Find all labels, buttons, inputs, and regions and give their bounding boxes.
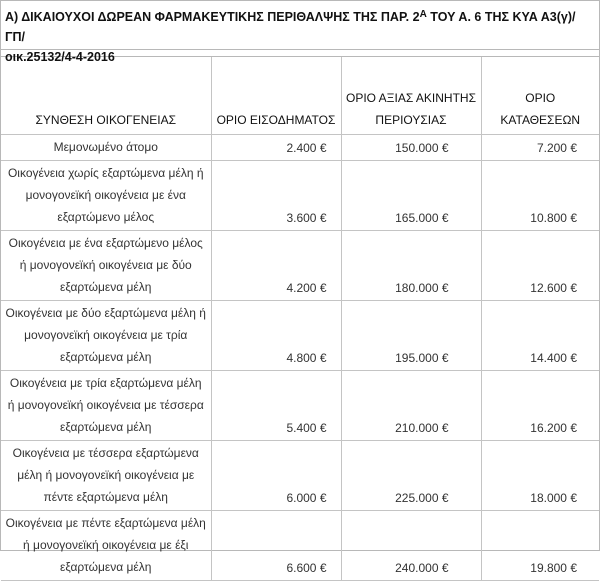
income-limit-cell: 4.800 € [211, 300, 341, 370]
header-income-limit: ΟΡΙΟ ΕΙΣΟΔΗΜΑΤΟΣ [211, 57, 341, 134]
property-limit-cell: 225.000 € [341, 440, 481, 510]
property-limit-cell: 240.000 € [341, 510, 481, 580]
family-composition-cell: Οικογένεια με τρία εξαρτώμενα μέλη ή μονογονεϊκή οικογένεια με τέσσερα εξαρτώμενα μέλη [1, 370, 211, 440]
property-limit-cell: 195.000 € [341, 300, 481, 370]
header-property-limit: ΟΡΙΟ ΑΞΙΑΣ ΑΚΙΝΗΤΗΣ ΠΕΡΙΟΥΣΙΑΣ [341, 57, 481, 134]
table-row [1, 160, 599, 230]
table-row [1, 370, 599, 440]
title-reference: οικ.25132/4-4-2016 [5, 50, 115, 64]
table-row [1, 230, 599, 300]
income-limit-cell: 4.200 € [211, 230, 341, 300]
deposits-limit-cell: 18.000 € [481, 440, 599, 510]
family-composition-cell: Οικογένεια με πέντε εξαρτώμενα μέλη ή μονογονεϊκή οικογένεια με έξι εξαρτώμενα μέλη [1, 510, 211, 580]
income-limit-cell: 2.400 € [211, 134, 341, 160]
eligibility-table [1, 57, 599, 581]
income-limit-cell: 5.400 € [211, 370, 341, 440]
table-row [1, 300, 599, 370]
table-row [1, 510, 599, 580]
deposits-limit-cell: 16.200 € [481, 370, 599, 440]
title-superscript: Α [419, 9, 427, 20]
deposits-limit-cell: 14.400 € [481, 300, 599, 370]
family-composition-cell: Οικογένεια χωρίς εξαρτώμενα μέλη ή μονογονεϊκή οικογένεια με ένα εξαρτώμενο μέλος [1, 160, 211, 230]
family-composition-cell: Μεμονωμένο άτομο [1, 134, 211, 160]
document-title [1, 1, 599, 64]
title-text-continued: ΤΟΥ Α. 6 ΤΗΣ ΚΥΑ Α3(γ)/ΓΠ/ [5, 10, 576, 44]
deposits-limit-cell: 12.600 € [481, 230, 599, 300]
property-limit-cell: 150.000 € [341, 134, 481, 160]
family-composition-cell: Οικογένεια με τέσσερα εξαρτώμενα μέλη ή μονογονεϊκή οικογένεια με πέντε εξαρτώμενα μέλη [1, 440, 211, 510]
family-composition-cell: Οικογένεια με δύο εξαρτώμενα μέλη ή μονογονεϊκή οικογένεια με τρία εξαρτώμενα μέλη [1, 300, 211, 370]
title-text: Α) ΔΙΚΑΙΟΥΧΟΙ ΔΩΡΕΑΝ ΦΑΡΜΑΚΕΥΤΙΚΗΣ ΠΕΡΙΘΑΛΨΗΣ ΤΗΣ ΠΑΡ. 2 [5, 10, 420, 24]
property-limit-cell: 210.000 € [341, 370, 481, 440]
header-family-composition: ΣΥΝΘΕΣΗ ΟΙΚΟΓΕΝΕΙΑΣ [1, 57, 211, 134]
income-limit-cell: 6.000 € [211, 440, 341, 510]
deposits-limit-cell: 19.800 € [481, 510, 599, 580]
property-limit-cell: 180.000 € [341, 230, 481, 300]
header-deposits-limit: ΟΡΙΟ ΚΑΤΑΘΕΣΕΩΝ [481, 57, 599, 134]
income-limit-cell: 3.600 € [211, 160, 341, 230]
table-row [1, 134, 599, 160]
table-header-row [1, 57, 599, 134]
table-row [1, 440, 599, 510]
deposits-limit-cell: 7.200 € [481, 134, 599, 160]
family-composition-cell: Οικογένεια με ένα εξαρτώμενο μέλος ή μονογονεϊκή οικογένεια με δύο εξαρτώμενα μέλη [1, 230, 211, 300]
property-limit-cell: 165.000 € [341, 160, 481, 230]
income-limit-cell: 6.600 € [211, 510, 341, 580]
deposits-limit-cell: 10.800 € [481, 160, 599, 230]
